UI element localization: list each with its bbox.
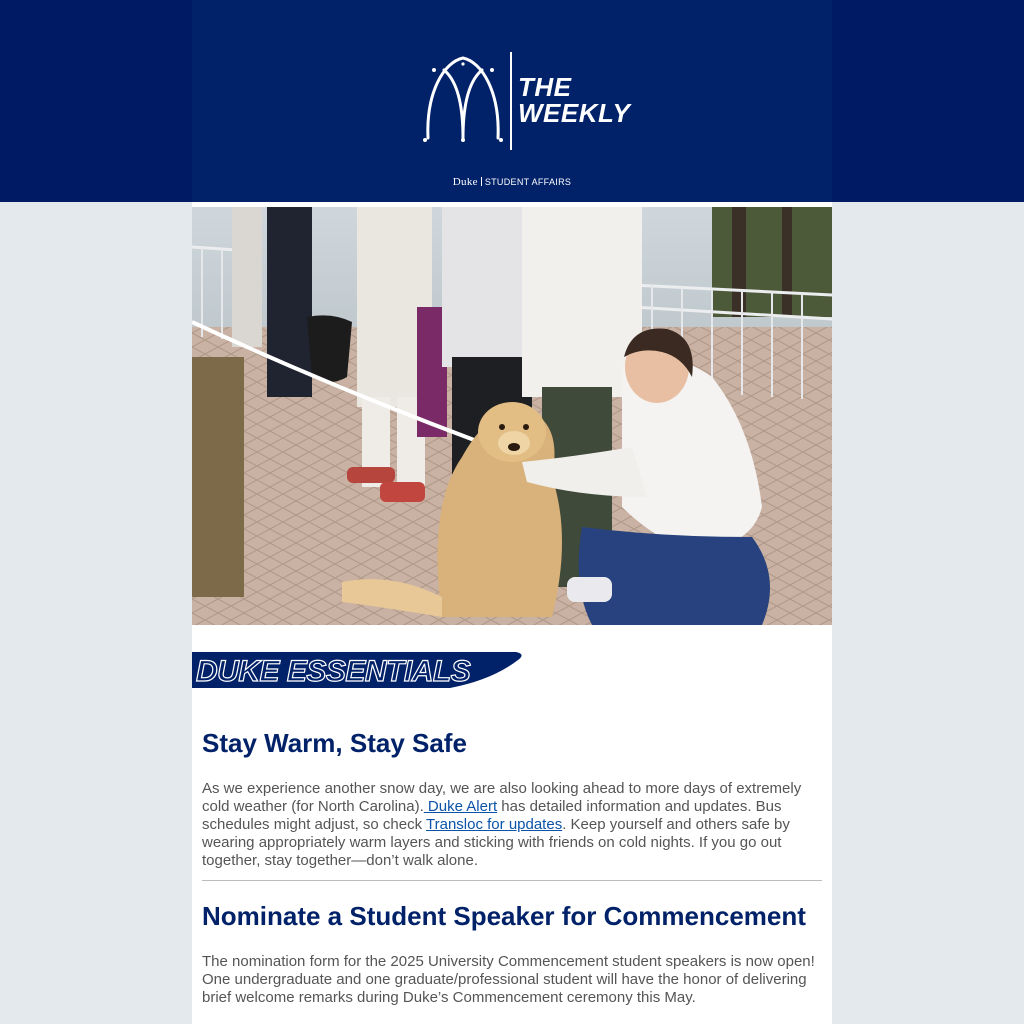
article-text: The nomination form for the 2025 University Commencement student speakers is now open! One undergraduate and one graduate/professional student will have the honor of delivering brief welcome remarks during Duke’s Commencement ceremony this May. (202, 953, 815, 1006)
article-text: has detailed information and updates. Bus schedules might adjust, so check (202, 798, 782, 833)
brand-separator (481, 177, 482, 186)
article-divider (202, 880, 822, 881)
logo-divider (510, 52, 512, 150)
transloc-updates-link[interactable]: Transloc for updates (426, 816, 563, 833)
hero-photo (192, 207, 832, 625)
newsletter-column (192, 0, 832, 1024)
article-body (202, 780, 822, 870)
article-text: As we experience another snow day, we are also looking ahead to more days of extremely cold weather (for North Carolina). (202, 780, 802, 815)
newsletter-logo-text (518, 74, 630, 126)
article-text: . Keep yourself and others safe by wearing appropriately warm layers and sticking with friends on cold nights. If you go out together, stay together—don’t walk alone. (202, 816, 790, 869)
duke-alert-link[interactable]: Duke Alert (423, 798, 498, 815)
logo-line-1: THE (518, 72, 572, 102)
logo-line-2: WEEKLY (518, 98, 631, 128)
golden-retriever-photo-icon (192, 207, 832, 625)
chapel-arch-logo-icon (422, 52, 504, 150)
newsletter-header (192, 0, 832, 202)
brand-duke: Duke (452, 176, 478, 188)
article-title: Nominate a Student Speaker for Commencement (202, 901, 806, 931)
duke-student-affairs-brand (192, 176, 832, 188)
section-banner-label: DUKE ESSENTIALS (196, 655, 471, 688)
article-title: Stay Warm, Stay Safe (202, 728, 467, 758)
brand-unit: STUDENT AFFAIRS (484, 177, 572, 187)
article-body (202, 953, 822, 1007)
